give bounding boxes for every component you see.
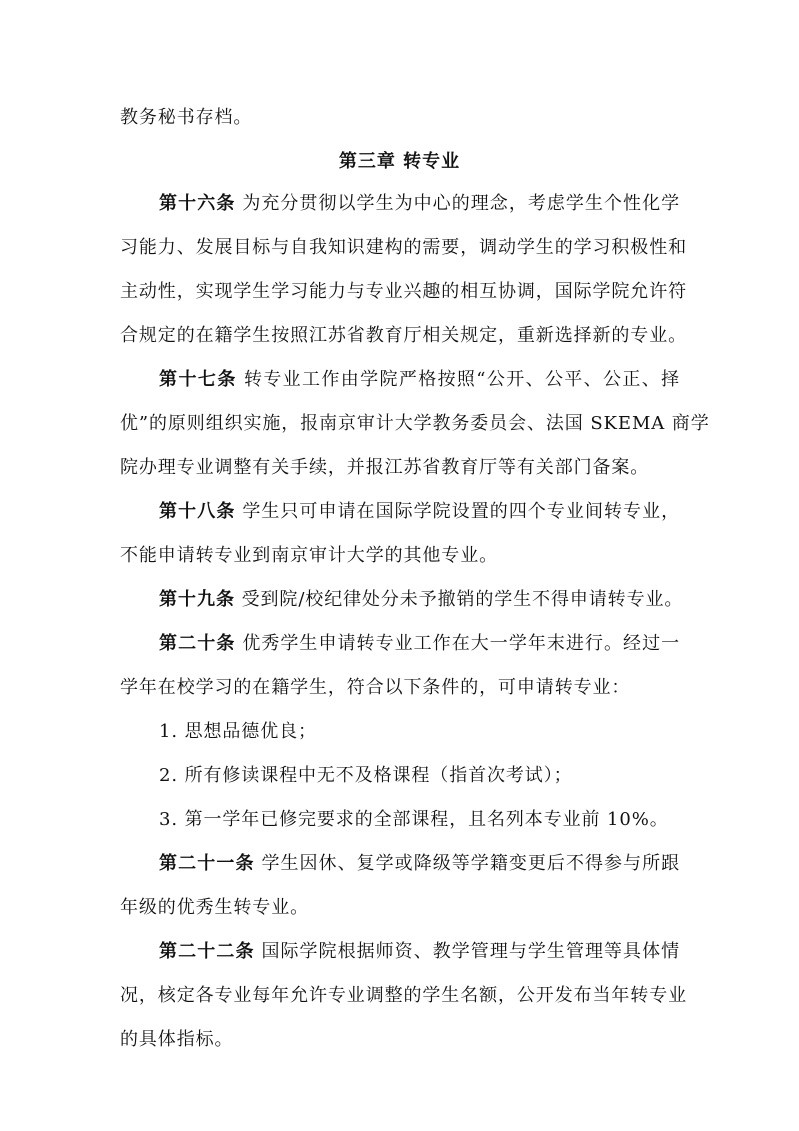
article-21-label: 第二十一条 bbox=[159, 853, 255, 874]
article-22-line-3: 的具体指标。 bbox=[120, 1029, 234, 1050]
article-18-label: 第十八条 bbox=[159, 501, 236, 522]
article-20-line-2: 学年在校学习的在籍学生，符合以下条件的，可申请转专业： bbox=[120, 677, 631, 698]
article-17-line-2: 优”的原则组织实施，报南京审计大学教务委员会、法国 SKEMA 商学 bbox=[120, 413, 710, 434]
article-22-label: 第二十二条 bbox=[159, 941, 255, 962]
article-16-line-2: 习能力、发展目标与自我知识建构的需要，调动学生的学习积极性和 bbox=[120, 237, 687, 258]
article-19-line-1: 第十九条 受到院/校纪律处分未予撤销的学生不得申请转专业。 bbox=[159, 589, 684, 610]
condition-item-2: 2. 所有修读课程中无不及格课程（指首次考试）； bbox=[159, 765, 573, 786]
article-17-label: 第十七条 bbox=[159, 369, 237, 390]
article-17-line-3: 院办理专业调整有关手续，并报江苏省教育厅等有关部门备案。 bbox=[120, 457, 650, 478]
chapter-heading: 第三章 转专业 bbox=[338, 151, 461, 172]
article-16-line-3: 主动性，实现学生学习能力与专业兴趣的相互协调，国际学院允许符 bbox=[120, 281, 687, 302]
article-16-label: 第十六条 bbox=[159, 193, 236, 214]
article-16-line-1: 第十六条 为充分贯彻以学生为中心的理念，考虑学生个性化学 bbox=[159, 193, 681, 214]
condition-item-1: 1. 思想品德优良； bbox=[159, 721, 317, 742]
article-22-line-1: 第二十二条 国际学院根据师资、教学管理与学生管理等具体情 bbox=[159, 941, 681, 962]
article-16-line-4: 合规定的在籍学生按照江苏省教育厅相关规定，重新选择新的专业。 bbox=[120, 325, 687, 346]
article-20-label: 第二十条 bbox=[159, 633, 236, 654]
article-21-line-1: 第二十一条 学生因休、复学或降级等学籍变更后不得参与所跟 bbox=[159, 853, 681, 874]
condition-item-3: 3. 第一学年已修完要求的全部课程，且名列本专业前 10%。 bbox=[159, 809, 669, 830]
continued-line: 教务秘书存档。 bbox=[120, 107, 253, 128]
article-17-line-1: 第十七条 转专业工作由学院严格按照“公开、公平、公正、择 bbox=[159, 369, 681, 390]
article-18-line-1: 第十八条 学生只可申请在国际学院设置的四个专业间转专业， bbox=[159, 501, 681, 522]
article-19-label: 第十九条 bbox=[159, 589, 235, 610]
article-18-line-2: 不能申请转专业到南京审计大学的其他专业。 bbox=[120, 545, 498, 566]
article-22-line-2: 况，核定各专业每年允许专业调整的学生名额，公开发布当年转专业 bbox=[120, 985, 687, 1006]
article-20-line-1: 第二十条 优秀学生申请转专业工作在大一学年末进行。经过一 bbox=[159, 633, 681, 654]
article-21-line-2: 年级的优秀生转专业。 bbox=[120, 897, 309, 918]
